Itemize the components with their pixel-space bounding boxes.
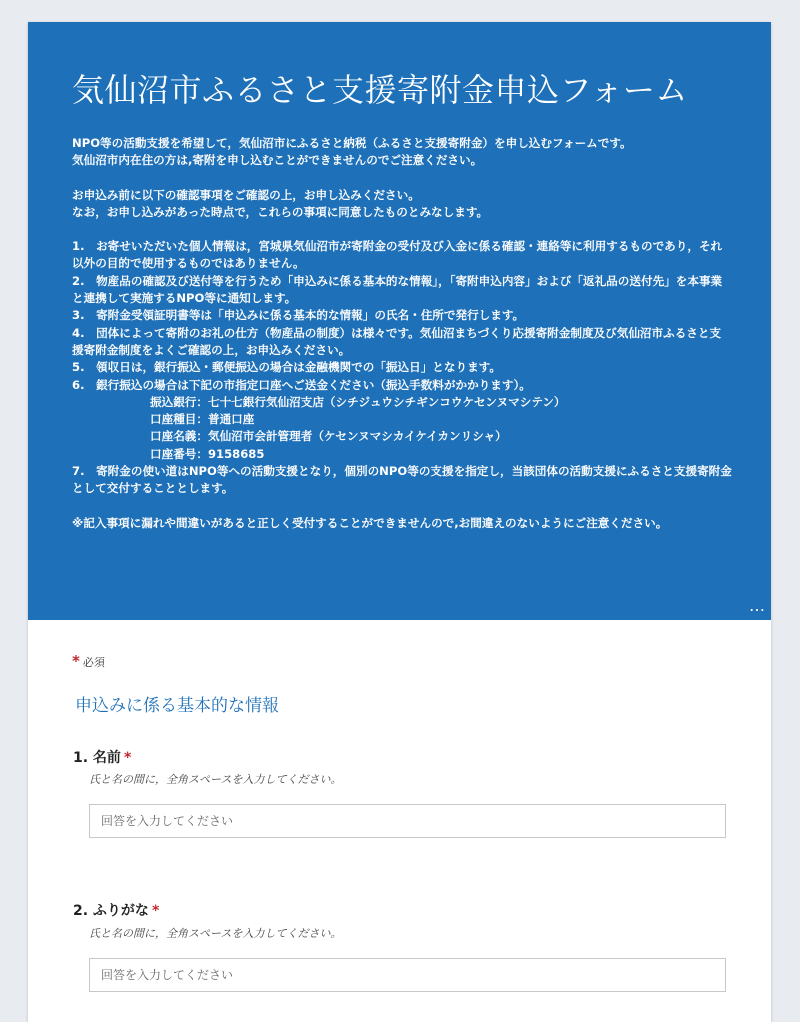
required-asterisk: * — [72, 652, 80, 670]
description-line: お申込み前に以下の確認事項をご確認の上，お申し込みください。 — [72, 187, 420, 202]
description-line: なお，お申し込みがあった時点で，これらの事項に同意したものとみなします。 — [72, 204, 489, 219]
description-item-1: 1. お寄せいただいた個人情報は，宮城県気仙沼市が寄附金の受付及び入金に係る確認・連絡等に利用するものであり，それ以外の目的で使用するものではありません。 — [72, 239, 723, 271]
description-spacer — [72, 221, 732, 238]
description-item-6: 6. 銀行振込の場合は下記の市指定口座へご送金ください（振込手数料がかかります）。 — [72, 377, 531, 392]
required-asterisk: * — [123, 750, 132, 766]
description-item-2: 2. 物産品の確認及び送付等を行うため「申込みに係る基本的な情報」，「寄附申込内容」および「返礼品の送付先」を本事業と連携して実施するNPO等に通知します。 — [72, 273, 723, 306]
form-card — [28, 22, 771, 1022]
required-legend — [72, 652, 105, 670]
question-2-label — [73, 900, 159, 920]
description-item-4: 4. 団体によって寄附のお礼の仕方（物産品の制度）は様々です。気仙沼まちづくり応援寄附金制度及び気仙沼市ふるさと支援寄附金制度をよくご確認の上，お申込みください。 — [72, 325, 722, 357]
description-item-5: 5. 領収日は，銀行振込・郵便振込の場合は金融機関での「振込日」となります。 — [72, 360, 501, 375]
question-1-label — [73, 747, 131, 767]
account-number: 口座番号：9158685 — [150, 446, 265, 461]
description-line: 気仙沼市内在住の方は,寄附を申し込むことができませんのでご注意ください。 — [72, 153, 483, 168]
account-holder: 口座名義：気仙沼市会計管理者（ケセンヌマシカイケイカンリシャ） — [150, 429, 507, 444]
description-spacer — [72, 170, 732, 187]
form-title: 気仙沼市ふるさと支援寄附金申込フォーム — [72, 71, 688, 109]
question-2-title: 2. ふりがな — [73, 903, 149, 919]
section-title: 申込みに係る基本的な情報 — [75, 696, 279, 716]
description-line: NPO等の活動支援を希望して，気仙沼市にふるさと納税（ふるさと支援寄附金）を申し込むフォームです。 — [72, 136, 632, 150]
account-type: 口座種目：普通口座 — [150, 412, 255, 427]
description-item-7: 7. 寄附金の使い道はNPO等への活動支援となり，個別のNPO等の支援を指定し，当該団体の活動支援にふるさと支援寄附金として交付することとします。 — [72, 464, 732, 496]
form-header — [28, 22, 771, 620]
description-item-3: 3. 寄附金受領証明書等は「申込みに係る基本的な情報」の氏名・住所で発行します。 — [72, 308, 525, 323]
description-spacer — [72, 498, 732, 515]
question-1-hint: 氏と名の間に，全角スペースを入力してください。 — [89, 773, 342, 786]
form-description — [72, 135, 732, 532]
required-asterisk: * — [151, 903, 160, 919]
question-1-title: 1. 名前 — [73, 750, 121, 766]
furigana-input[interactable] — [89, 958, 726, 992]
description-note: ※記入事項に漏れや間違いがあると正しく受付することができませんので,お間違えのないようにご注意ください。 — [72, 515, 668, 530]
more-options-icon[interactable]: … — [749, 596, 767, 615]
name-input[interactable] — [89, 804, 726, 838]
question-2-hint: 氏と名の間に，全角スペースを入力してください。 — [89, 927, 342, 940]
bank-name: 振込銀行：七十七銀行気仙沼支店（シチジュウシチギンコウケセンヌマシテン） — [150, 394, 566, 409]
required-legend-label: 必須 — [82, 656, 105, 669]
